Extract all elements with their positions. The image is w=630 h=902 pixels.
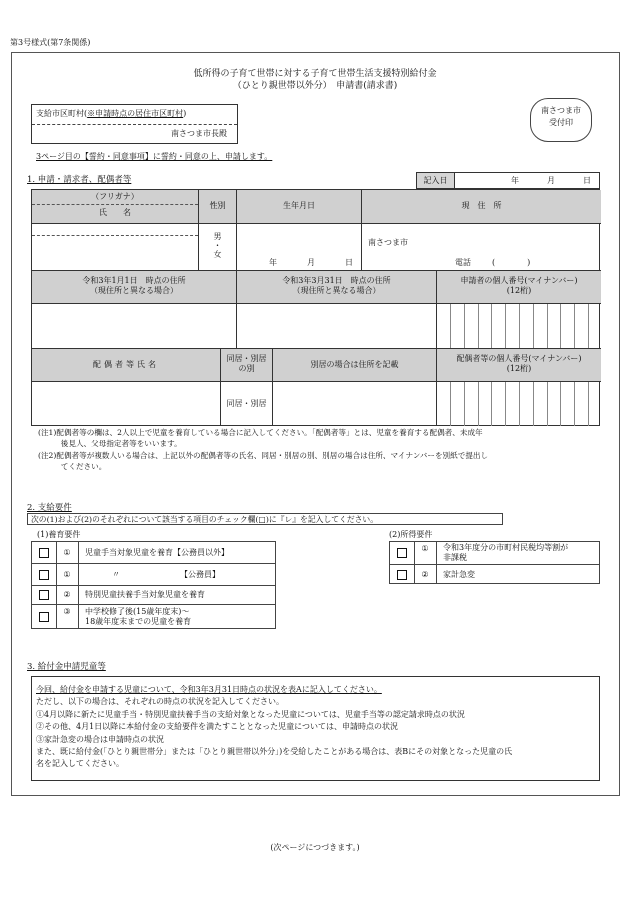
- address-header: 現 住 所: [361, 190, 601, 223]
- municipality-box: [31, 104, 238, 144]
- req2-item-2-checkbox[interactable]: [397, 570, 407, 580]
- applicant-mynumber-field[interactable]: [436, 303, 601, 348]
- form-title-line1: 低所得の子育て世帯に対する子育て世帯生活支援特別給付金: [193, 69, 437, 79]
- continued-footer: (次ページにつづきます。): [270, 843, 360, 852]
- note-1-line1: (注1)配偶者等の欄は、2人以上で児童を養育している場合に記入してください。「配偶者等」とは、児童を養育する配偶者、未成年: [38, 428, 483, 437]
- section3-line-5: ③家計急変の場合は申請時点の状況: [36, 734, 164, 744]
- entry-date-label: 記入日: [417, 173, 455, 188]
- address-city: 南さつま市: [368, 238, 408, 247]
- phone-field[interactable]: ( ): [492, 258, 531, 267]
- section3-line-2: ただし、以下の場合は、それぞれの時点の状況を記入してください。: [36, 697, 284, 707]
- form-title-line2: （ひとり親世帯以外分） 申請書(請求書): [232, 81, 398, 91]
- req2-item-1-checkbox[interactable]: [397, 548, 407, 558]
- spouse-name-field[interactable]: [32, 381, 220, 426]
- applicant-furigana-field[interactable]: [32, 224, 198, 236]
- entry-date-field[interactable]: 年 月 日: [511, 176, 591, 185]
- req1-title: (1)養育要件: [37, 530, 81, 539]
- req2-table: [389, 541, 600, 584]
- applicant-address-field[interactable]: [361, 223, 601, 270]
- section3-line-1: 今回、給付金を申請する児童について、令和3年3月31日時点の状況を表Aに記入してください。: [36, 685, 382, 694]
- addr-mar31-field[interactable]: [236, 303, 436, 348]
- req1-item-3-checkbox[interactable]: [39, 590, 49, 600]
- applicant-gender-field[interactable]: 男 ・ 女: [198, 223, 236, 270]
- gender-header: 性別: [198, 190, 236, 223]
- section2-instruction: 次の(1)および(2)のそれぞれについて該当する項目のチェック欄(□)に『レ』を記入してください。: [27, 513, 503, 525]
- note-1-line2: 後見人、父母指定者等をいいます。: [38, 439, 182, 448]
- section3-title: 3. 給付金申請児童等: [27, 662, 106, 672]
- req2-item-1: ① 令和3年度分の市町村民税均等割が 非課税: [390, 541, 599, 564]
- req1-item-1: ① 児童手当対象児童を養育【公務員以外】: [32, 541, 275, 563]
- applicant-name-field[interactable]: [32, 223, 198, 270]
- req2-title: (2)所得要件: [389, 530, 433, 539]
- section2-title: 2. 支給要件: [27, 503, 72, 513]
- applicant-table: [31, 189, 600, 426]
- separate-address-header: 別居の場合は住所を記載: [272, 348, 436, 381]
- spouse-mynumber-header: 配偶者等の個人番号(マイナンバー) (12桁): [436, 348, 601, 381]
- req1-item-2-checkbox[interactable]: [39, 570, 49, 580]
- cohabit-header: 同居・別居 の別: [220, 348, 272, 381]
- req1-item-2: ① 〃 【公務員】: [32, 563, 275, 585]
- municipality-value: 南さつま市長殿: [171, 129, 227, 138]
- section3-line-7: 名を記入してください。: [36, 759, 124, 769]
- municipality-label-note: ※申請時点の居住市区町村: [87, 109, 184, 118]
- section3-line-3: ①4月以降に新たに児童手当・特別児童扶養手当の支給対象となった児童については、児童手当等の認定請求時点の状況: [36, 709, 465, 719]
- req2-item-2: ② 家計急変: [390, 564, 599, 584]
- applicant-mynumber-header: 申請者の個人番号(マイナンバー) (12桁): [436, 270, 601, 303]
- note-2-line1: (注2)配偶者等が複数人いる場合は、上記以外の配偶者等の氏名、同居・別居の別、別居の場合は住所、マイナンバーを別紙で提出し: [38, 451, 489, 460]
- stamp-line1: 南さつま市: [541, 106, 581, 115]
- intro-text: 3ページ目の【誓約・同意事項】に誓約・同意の上、申請します。: [36, 152, 273, 161]
- req1-table: [31, 541, 276, 629]
- name-header: （フリガナ） 氏 名: [32, 190, 198, 223]
- section3-line-4: ②その他、4月1日以降に本給付金の支給要件を満たすこととなった児童については、申請時点の状況: [36, 722, 399, 732]
- section3-line-6: また、既に給付金(「ひとり親世帯分」または「ひとり親世帯以外分」)を受給したことがある場合は、表Bにその対象となった児童の氏: [36, 746, 513, 756]
- section1-title: 1. 申請・請求者、配偶者等: [27, 175, 132, 185]
- birthdate-header: 生年月日: [236, 190, 361, 223]
- separate-address-field[interactable]: [272, 381, 436, 426]
- cohabit-field[interactable]: 同居・別居: [220, 381, 272, 426]
- addr-jan1-header: 令和3年1月1日 時点の住所 （現住所と異なる場合）: [32, 270, 236, 303]
- addr-mar31-header: 令和3年3月31日 時点の住所 （現住所と異なる場合）: [236, 270, 436, 303]
- stamp-line2: 受付印: [549, 118, 573, 127]
- addr-jan1-field[interactable]: [32, 303, 236, 348]
- entry-date-box: [416, 172, 600, 189]
- req1-item-1-checkbox[interactable]: [39, 548, 49, 558]
- applicant-birthdate-field[interactable]: 年 月 日: [236, 223, 361, 270]
- spouse-mynumber-field[interactable]: [436, 381, 601, 426]
- req1-item-3: ② 特別児童扶養手当対象児童を養育: [32, 585, 275, 604]
- req1-item-4: ③ 中学校修了後(15歳年度末)～ 18歳年度末までの児童を養育: [32, 604, 275, 629]
- form-number-label: 第3号様式(第7条関係): [10, 38, 91, 47]
- spouse-name-header: 配偶者等氏名: [32, 348, 220, 381]
- note-2-line2: てください。: [38, 462, 107, 471]
- reception-stamp-box: [530, 98, 592, 142]
- phone-label: 電話: [455, 258, 471, 267]
- section3-instructions-box: [31, 676, 600, 781]
- req1-item-4-checkbox[interactable]: [39, 612, 49, 622]
- municipality-label: 支給市区町村(※申請時点の居住市区町村): [32, 105, 237, 125]
